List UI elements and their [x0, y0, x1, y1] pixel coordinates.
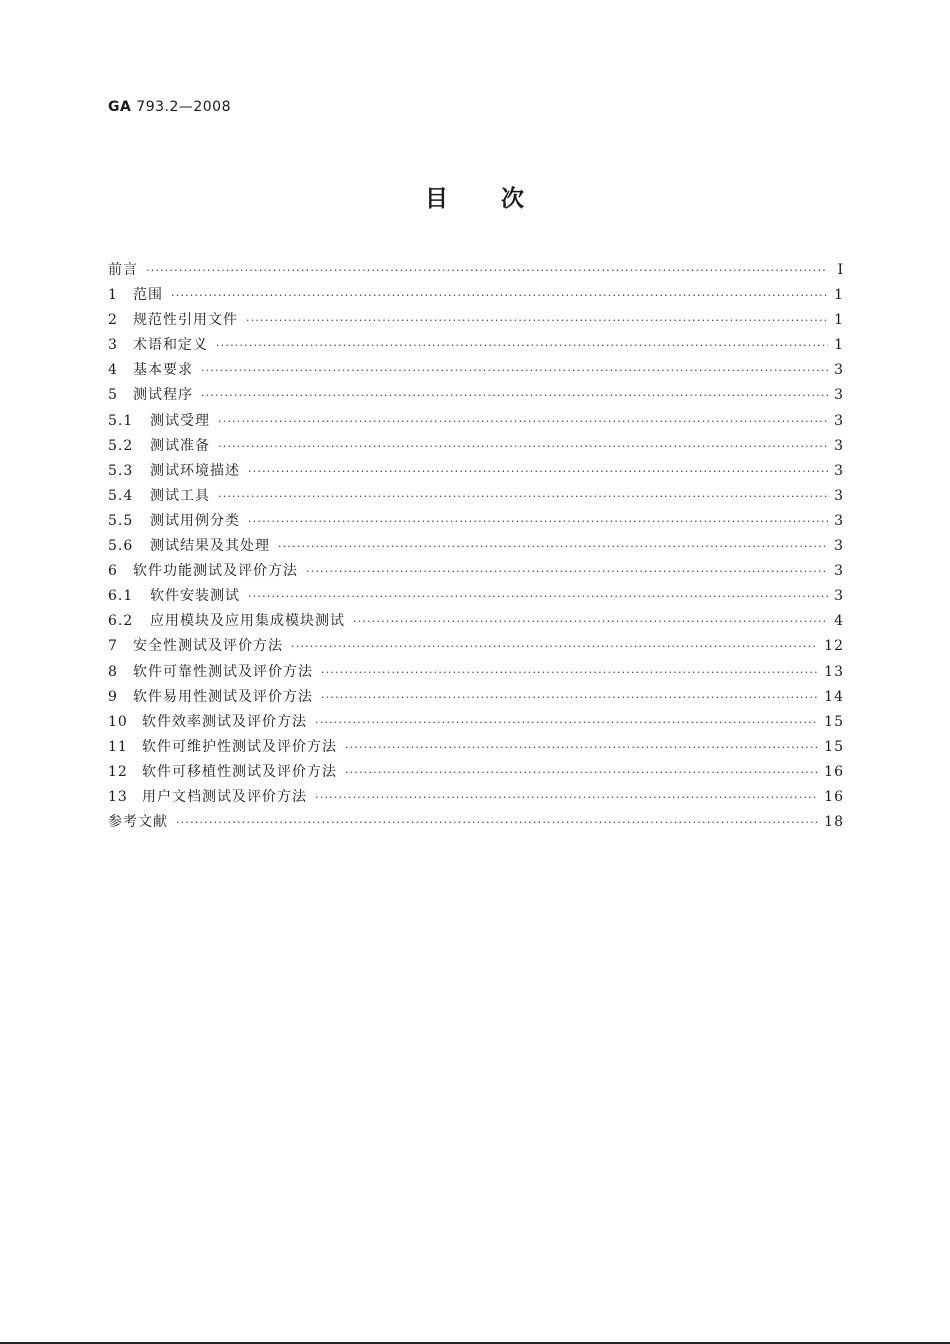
- toc-dot-leader: [218, 484, 828, 509]
- toc-dot-leader: [201, 383, 828, 408]
- title-char-2: 次: [501, 186, 525, 212]
- toc-entry-page: 18: [824, 814, 844, 831]
- toc-entry[interactable]: [108, 710, 844, 735]
- toc-entry-title: 测试环境描述: [150, 462, 240, 479]
- toc-entry-number: 5.2: [108, 437, 134, 454]
- toc-entry[interactable]: [108, 358, 844, 383]
- page-title: [0, 180, 950, 213]
- toc-entry-title: 范围: [133, 287, 163, 304]
- toc-entry-number: 6: [108, 563, 118, 580]
- toc-entry-page: 1: [834, 312, 844, 329]
- toc-entry[interactable]: [108, 660, 844, 685]
- title-char-1: 目: [425, 186, 449, 212]
- toc-entry-number: 12: [108, 763, 128, 780]
- toc-entry-number: 7: [108, 638, 118, 655]
- toc-entry[interactable]: [108, 258, 844, 283]
- toc-dot-leader: [146, 258, 828, 283]
- toc-dot-leader: [321, 685, 818, 710]
- toc-entry-page: Ⅰ: [837, 262, 844, 278]
- toc-entry-page: 3: [834, 512, 844, 529]
- toc-entry-number: 13: [108, 788, 128, 805]
- toc-entry[interactable]: [108, 810, 844, 835]
- toc-entry-page: 3: [834, 412, 844, 429]
- document-header: [108, 99, 231, 115]
- toc-entry-page: 16: [824, 763, 844, 780]
- toc-entry-page: 1: [834, 337, 844, 354]
- toc-entry-title: 安全性测试及评价方法: [133, 638, 283, 655]
- toc-entry-title: 测试用例分类: [150, 512, 240, 529]
- toc-dot-leader: [315, 710, 818, 735]
- toc-entry-title: 软件安装测试: [150, 588, 240, 605]
- toc-entry-number: 4: [108, 362, 118, 379]
- toc-entry-page: 3: [834, 437, 844, 454]
- standard-number: 793.2—2008: [136, 99, 231, 115]
- toc-entry[interactable]: [108, 333, 844, 358]
- standard-code: GA: [108, 99, 132, 115]
- toc-entry-title: 参考文献: [108, 814, 168, 831]
- toc-entry[interactable]: [108, 383, 844, 408]
- toc-entry[interactable]: [108, 609, 844, 634]
- toc-entry[interactable]: [108, 634, 844, 659]
- toc-entry-number: 5: [108, 387, 118, 404]
- toc-entry-title: 测试结果及其处理: [150, 538, 270, 555]
- toc-dot-leader: [218, 434, 828, 459]
- toc-dot-leader: [345, 735, 818, 760]
- toc-entry[interactable]: [108, 785, 844, 810]
- toc-entry[interactable]: [108, 484, 844, 509]
- toc-entry[interactable]: [108, 308, 844, 333]
- toc-entry-number: 5.4: [108, 487, 134, 504]
- toc-entry-page: 15: [824, 738, 844, 755]
- toc-entry-number: 10: [108, 713, 128, 730]
- toc-entry[interactable]: [108, 735, 844, 760]
- toc-entry-page: 3: [834, 563, 844, 580]
- toc-entry-page: 16: [824, 788, 844, 805]
- toc-entry-page: 3: [834, 487, 844, 504]
- toc-entry-title: 术语和定义: [133, 337, 208, 354]
- toc-dot-leader: [321, 660, 818, 685]
- toc-entry-title: 测试工具: [150, 487, 210, 504]
- toc-entry-number: 5.5: [108, 512, 134, 529]
- toc-entry[interactable]: [108, 409, 844, 434]
- toc-entry-page: 3: [834, 462, 844, 479]
- toc-entry-number: 11: [108, 738, 128, 755]
- toc-entry-page: 3: [834, 588, 844, 605]
- toc-entry-page: 3: [834, 362, 844, 379]
- toc-entry-page: 1: [834, 287, 844, 304]
- toc-entry-number: 5.6: [108, 538, 134, 555]
- toc-entry-page: 13: [824, 663, 844, 680]
- toc-entry-title: 软件可靠性测试及评价方法: [133, 663, 313, 680]
- toc-entry[interactable]: [108, 509, 844, 534]
- toc-dot-leader: [176, 810, 818, 835]
- toc-entry-title: 测试程序: [133, 387, 193, 404]
- toc-entry-number: 5.1: [108, 412, 134, 429]
- toc-entry-title: 基本要求: [133, 362, 193, 379]
- toc-entry-page: 12: [824, 638, 844, 655]
- toc-entry-title: 用户文档测试及评价方法: [142, 788, 307, 805]
- toc-entry-number: 6.2: [108, 613, 134, 630]
- toc-entry[interactable]: [108, 434, 844, 459]
- toc-dot-leader: [218, 409, 828, 434]
- toc-entry-title: 前言: [108, 262, 138, 278]
- toc-entry-number: 3: [108, 337, 118, 354]
- toc-entry-number: 5.3: [108, 462, 134, 479]
- toc-entry-number: 2: [108, 312, 118, 329]
- toc-entry-title: 软件功能测试及评价方法: [133, 563, 298, 580]
- toc-entry[interactable]: [108, 685, 844, 710]
- toc-dot-leader: [216, 333, 828, 358]
- toc-entry[interactable]: [108, 559, 844, 584]
- toc-entry-title: 测试受理: [150, 412, 210, 429]
- toc-entry[interactable]: [108, 459, 844, 484]
- toc-dot-leader: [306, 559, 828, 584]
- toc-dot-leader: [278, 534, 828, 559]
- toc-entry-title: 应用模块及应用集成模块测试: [150, 613, 345, 630]
- toc-entry-title: 软件易用性测试及评价方法: [133, 688, 313, 705]
- toc-entry-page: 14: [824, 688, 844, 705]
- toc-entry-number: 9: [108, 688, 118, 705]
- toc-entry-title: 软件可维护性测试及评价方法: [142, 738, 337, 755]
- toc-entry-title: 规范性引用文件: [133, 312, 238, 329]
- toc-entry[interactable]: [108, 534, 844, 559]
- toc-dot-leader: [246, 308, 828, 333]
- toc-dot-leader: [201, 358, 828, 383]
- toc-entry-number: 6.1: [108, 588, 134, 605]
- toc-dot-leader: [248, 584, 828, 609]
- toc-dot-leader: [345, 760, 818, 785]
- toc-entry[interactable]: [108, 760, 844, 785]
- toc-dot-leader: [248, 509, 828, 534]
- toc-entry-title: 软件效率测试及评价方法: [142, 713, 307, 730]
- toc-dot-leader: [291, 634, 818, 659]
- toc-entry-title: 测试准备: [150, 437, 210, 454]
- toc-entry[interactable]: [108, 584, 844, 609]
- toc-entry-page: 3: [834, 538, 844, 555]
- toc-dot-leader: [315, 785, 818, 810]
- toc-entry-page: 15: [824, 713, 844, 730]
- toc-dot-leader: [171, 283, 828, 308]
- toc-entry-number: 1: [108, 287, 118, 304]
- toc-entry[interactable]: [108, 283, 844, 308]
- table-of-contents: [108, 258, 844, 835]
- toc-dot-leader: [248, 459, 828, 484]
- toc-entry-page: 3: [834, 387, 844, 404]
- toc-entry-page: 4: [834, 613, 844, 630]
- toc-entry-number: 8: [108, 663, 118, 680]
- toc-dot-leader: [353, 609, 828, 634]
- toc-entry-title: 软件可移植性测试及评价方法: [142, 763, 337, 780]
